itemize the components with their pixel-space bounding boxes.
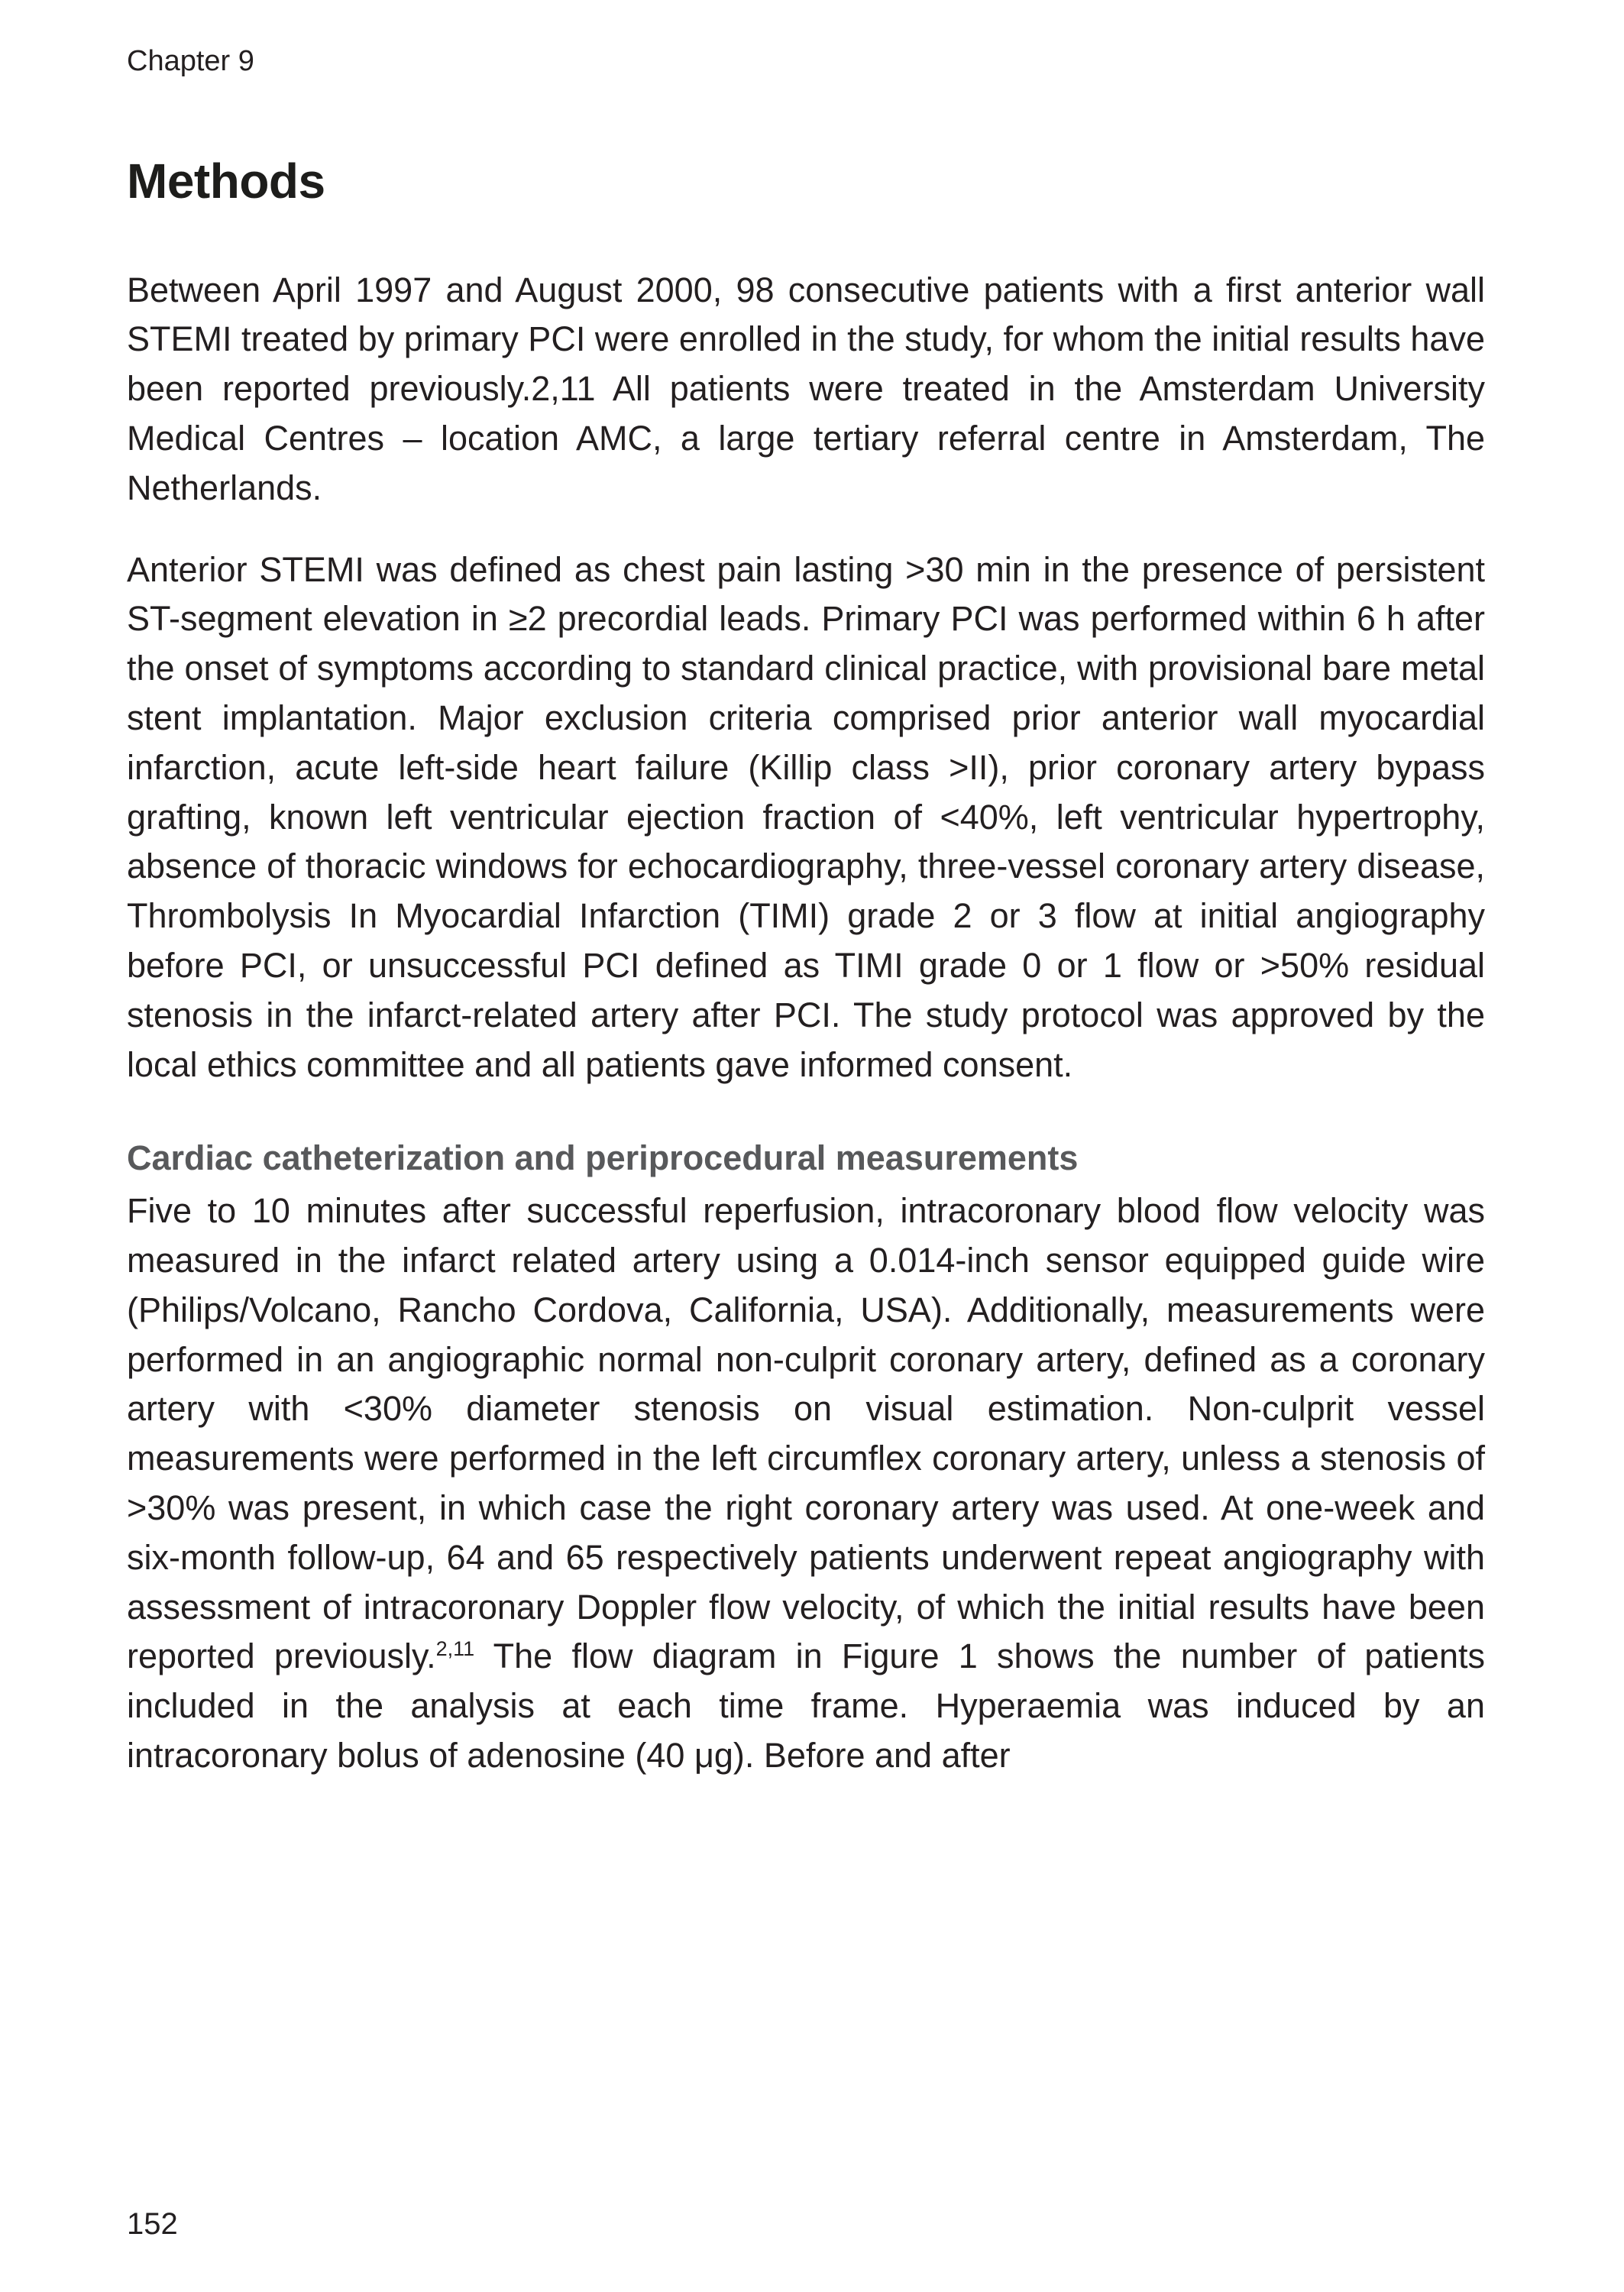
paragraph-catheterization-continued: The flow diagram in Figure 1 shows the number of patients included in the analysis at each time frame. Hyperaemia was induced by an intracoronary bolus of adenosine (40 μg). Before and after <box>127 1636 1485 1775</box>
chapter-label: Chapter 9 <box>127 45 254 77</box>
subsection-heading: Cardiac catheterization and periprocedural measurements <box>127 1138 1079 1178</box>
citation-superscript: 2,11 <box>435 1637 475 1661</box>
text-column <box>127 44 1485 1813</box>
paragraph-study-population: Between April 1997 and August 2000, 98 consecutive patients with a first anterior wall STEMI treated by primary PCI were enrolled in the study, for whom the initial results have been reported previously.2,11 All patients were treated in the Amsterdam University Medical Centres – location AMC, a large tertiary referral centre in Amsterdam, The Netherlands. <box>127 270 1485 507</box>
paragraph-catheterization <box>127 1186 1485 1781</box>
page-number: 152 <box>127 2207 178 2241</box>
paragraph-catheterization-text: Five to 10 minutes after successful reperfusion, intracoronary blood flow velocity was measured in the infarct related artery using a 0.014-inch sensor equipped guide wire (Philips/Volcano, Rancho Cordova, California, USA). Additionally, measurements were performed in an angiographic normal non-culprit coronary artery, defined as a coronary artery with <30% diameter stenosis on visual estimation. Non-culprit vessel measurements were performed in the left circumflex coronary artery, unless a stenosis of >30% was present, in which case the right coronary artery was used. At one-week and six-month follow-up, 64 and 65 respectively patients underwent repeat angiography with assessment of intracoronary Doppler flow velocity, of which the initial results have been reported previously. <box>127 1191 1485 1676</box>
page-title: Methods <box>127 153 325 209</box>
paragraph-definitions-criteria: Anterior STEMI was defined as chest pain lasting >30 min in the presence of persistent ST-segment elevation in ≥2 precordial leads. Primary PCI was performed within 6 h after the onset of symptoms according to standard clinical practice, with provisional bare metal stent implantation. Major exclusion criteria comprised prior anterior wall myocardial infarction, acute left-side heart failure (Killip class >II), prior coronary artery bypass grafting, known left ventricular ejection fraction of <40%, left ventricular hypertrophy, absence of thoracic windows for echocardiography, three-vessel coronary artery disease, Thrombolysis In Myocardial Infarction (TIMI) grade 2 or 3 flow at initial angiography before PCI, or unsuccessful PCI defined as TIMI grade 0 or 1 flow or >50% residual stenosis in the infarct-related artery after PCI. The study protocol was approved by the local ethics committee and all patients gave informed consent. <box>127 549 1485 1084</box>
